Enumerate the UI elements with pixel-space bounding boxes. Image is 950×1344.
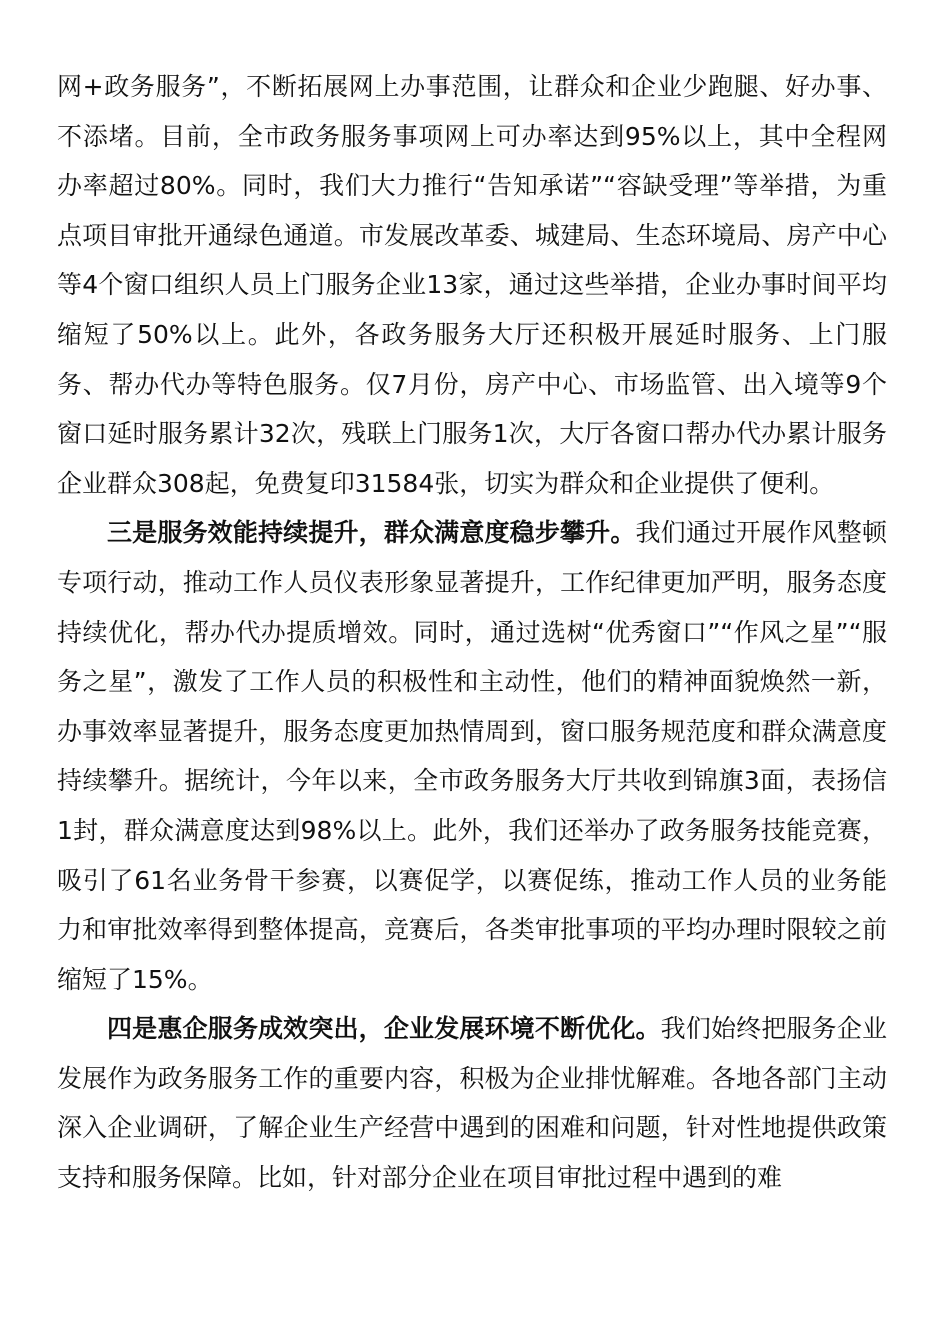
paragraph-service-efficiency	[57, 508, 887, 1004]
document-body	[57, 62, 887, 1203]
paragraph-3-heading: 四是惠企服务成效突出，企业发展环境不断优化。	[107, 1014, 661, 1044]
paragraph-enterprise-services	[57, 1004, 887, 1202]
paragraph-1-text: 网+政务服务”，不断拓展网上办事范围，让群众和企业少跑腿、好办事、不添堵。目前，全市政务服务事项网上可办率达到95%以上，其中全程网办率超过80%。同时，我们大力推行“告知承诺”“容缺受理”等举措，为重点项目审批开通绿色通道。市发展改革委、城建局、生态环境局、房产中心等4个窗口组织人员上门服务企业13家，通过这些举措，企业办事时间平均缩短了50%以上。此外，各政务服务大厅还积极开展延时服务、上门服务、帮办代办等特色服务。仅7月份，房产中心、市场监管、出入境等9个窗口延时服务累计32次，残联上门服务1次，大厅各窗口帮办代办累计服务企业群众308起，免费复印31584张，切实为群众和企业提供了便利。	[57, 72, 887, 498]
paragraph-2-heading: 三是服务效能持续提升，群众满意度稳步攀升。	[107, 518, 636, 548]
paragraph-continuation	[57, 62, 887, 508]
paragraph-2-body: 我们通过开展作风整顿专项行动，推动工作人员仪表形象显著提升，工作纪律更加严明，服务态度持续优化，帮办代办提质增效。同时，通过选树“优秀窗口”“作风之星”“服务之星”，激发了工作人员的积极性和主动性，他们的精神面貌焕然一新，办事效率显著提升，服务态度更加热情周到，窗口服务规范度和群众满意度持续攀升。据统计，今年以来，全市政务服务大厅共收到锦旗3面，表扬信1封，群众满意度达到98%以上。此外，我们还举办了政务服务技能竞赛，吸引了61名业务骨干参赛，以赛促学，以赛促练，推动工作人员的业务能力和审批效率得到整体提高，竞赛后，各类审批事项的平均办理时限较之前缩短了15%。	[57, 518, 887, 994]
paragraph-3-body: 我们始终把服务企业发展作为政务服务工作的重要内容，积极为企业排忧解难。各地各部门主动深入企业调研，了解企业生产经营中遇到的困难和问题，针对性地提供政策支持和服务保障。比如，针对部分企业在项目审批过程中遇到的难	[57, 1014, 887, 1193]
